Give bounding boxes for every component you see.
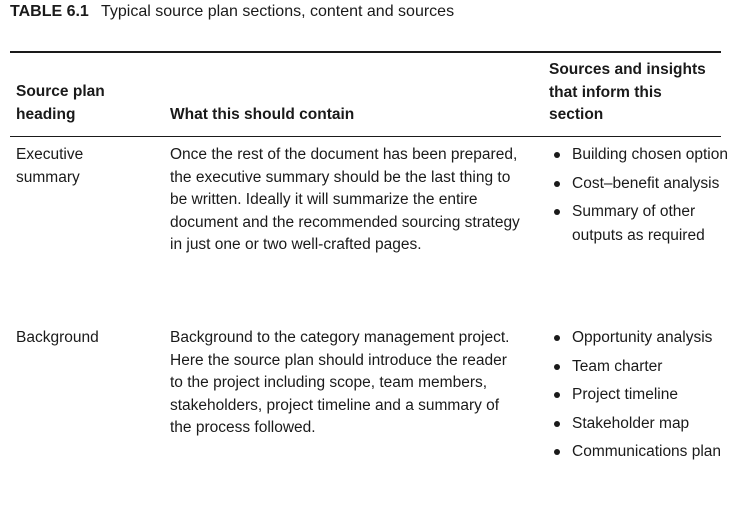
source-item-text: Communications plan xyxy=(572,443,722,460)
row-background-heading: Background xyxy=(16,329,99,346)
table-header-rule xyxy=(10,136,721,137)
list-item xyxy=(549,172,729,196)
table-label: TABLE 6.1 xyxy=(10,3,89,20)
bullet-icon xyxy=(554,209,560,215)
table-caption xyxy=(10,2,454,22)
list-item xyxy=(549,143,729,167)
source-item-text: Cost–benefit analysis xyxy=(572,174,720,192)
source-item-text: Summary of other outputs as required xyxy=(572,203,705,244)
header-source-plan-heading: Source plan heading xyxy=(16,83,105,123)
list-item xyxy=(549,412,729,436)
bullet-icon xyxy=(554,335,560,341)
bullet-icon xyxy=(554,392,560,398)
bullet-icon xyxy=(554,152,560,158)
header-sources-insights: Sources and insights that inform this section xyxy=(549,61,706,123)
bullet-icon xyxy=(554,181,560,187)
row-executive-summary-sources xyxy=(549,143,729,252)
row-background-sources xyxy=(549,326,729,469)
bullet-icon xyxy=(554,421,560,427)
table-top-rule xyxy=(10,51,721,53)
list-item xyxy=(549,355,729,379)
bullet-icon xyxy=(554,449,560,455)
list-item xyxy=(549,383,729,407)
list-item xyxy=(549,440,729,464)
source-item-text: Stakeholder map xyxy=(572,414,690,432)
row-background-content: Background to the category management project. Here the source plan should introduce the reader to the project including scope, team members, stakeholders, project timeline and a summary of the process followed. xyxy=(170,329,510,436)
source-item-text: Project timeline xyxy=(572,386,678,403)
row-executive-summary-heading: Executive summary xyxy=(16,146,84,186)
source-item-text: Opportunity analysis xyxy=(572,329,713,346)
source-item-text: Team charter xyxy=(572,357,663,375)
list-item xyxy=(549,326,729,350)
row-executive-summary-content: Once the rest of the document has been prepared, the executive summary should be the last thing to be written. Ideally it will summarize the entire document and the recommended sourcing strategy in just one or two well-crafted pages. xyxy=(170,146,520,253)
header-what-to-contain: What this should contain xyxy=(170,106,355,123)
table-title: Typical source plan sections, content and sources xyxy=(100,3,455,20)
source-item-text: Building chosen option xyxy=(572,146,728,163)
bullet-icon xyxy=(554,364,560,370)
list-item xyxy=(549,200,729,247)
